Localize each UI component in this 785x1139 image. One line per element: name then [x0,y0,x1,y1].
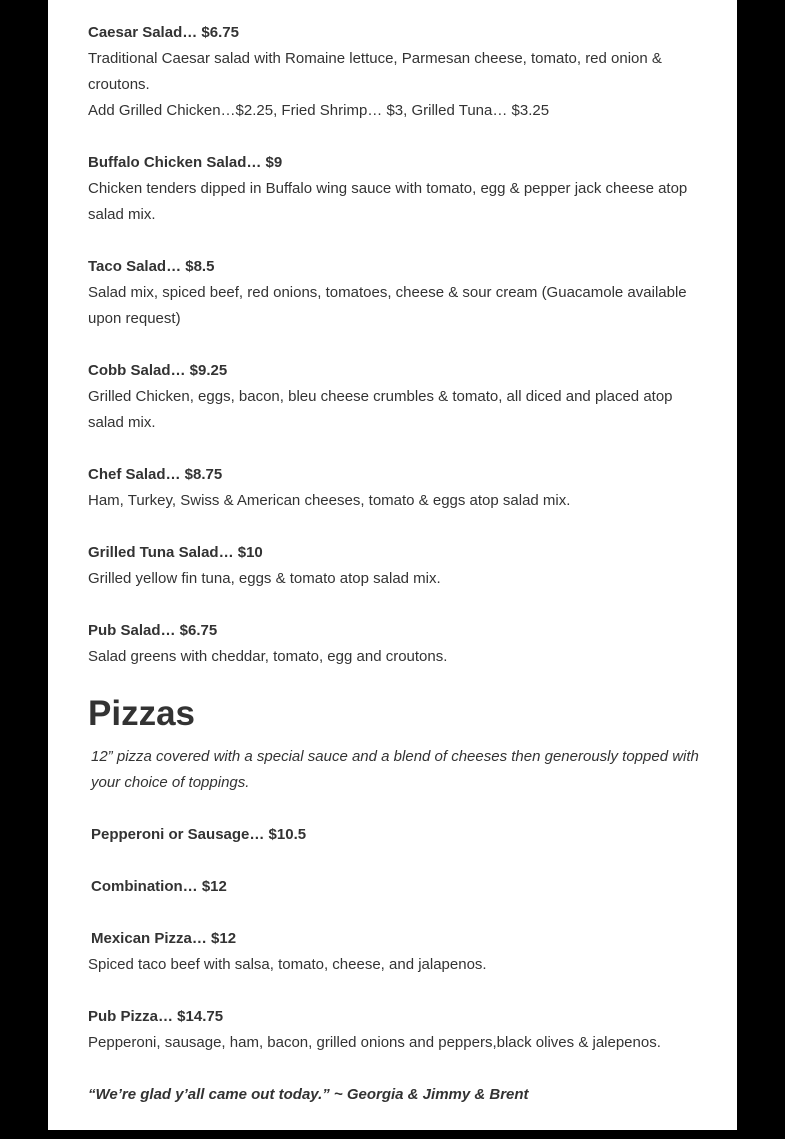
item-name: Mexican Pizza… $12 [91,930,237,947]
menu-item [88,254,700,332]
item-name: Grilled Tuna Salad… $10 [88,544,263,561]
item-name: Cobb Salad… $9.25 [88,362,228,379]
item-description: Salad greens with cheddar, tomato, egg and croutons. [88,648,448,665]
item-description: Grilled Chicken, eggs, bacon, bleu cheese crumbles & tomato, all diced and placed atop salad mix. [88,388,673,431]
menu-item [88,358,700,436]
menu-item [88,618,700,670]
item-name: Pub Pizza… $14.75 [88,1008,224,1025]
menu-content [88,20,700,1108]
item-name: Combination… $12 [91,878,227,895]
item-name: Pepperoni or Sausage… $10.5 [91,826,307,843]
item-description: Salad mix, spiced beef, red onions, tomatoes, cheese & sour cream (Guacamole available upon request) [88,284,687,327]
menu-item [88,20,700,124]
item-addons: Add Grilled Chicken…$2.25, Fried Shrimp… $3, Grilled Tuna… $3.25 [88,102,550,119]
item-name: Caesar Salad… $6.75 [88,24,239,41]
section-intro: 12” pizza covered with a special sauce and a blend of cheeses then generously topped with your choice of toppings. [91,748,699,791]
item-name: Taco Salad… $8.5 [88,258,215,275]
menu-item [88,874,700,900]
menu-item [88,540,700,592]
item-name: Buffalo Chicken Salad… $9 [88,154,283,171]
menu-item [88,1004,700,1056]
item-description: Grilled yellow fin tuna, eggs & tomato atop salad mix. [88,570,441,587]
menu-item [88,462,700,514]
menu-page [48,0,737,1130]
item-description: Traditional Caesar salad with Romaine lettuce, Parmesan cheese, tomato, red onion & croutons. [88,50,662,93]
item-description: Ham, Turkey, Swiss & American cheeses, tomato & eggs atop salad mix. [88,492,571,509]
item-description: Spiced taco beef with salsa, tomato, cheese, and jalapenos. [88,956,487,973]
item-description: Pepperoni, sausage, ham, bacon, grilled onions and peppers,black olives & jalepenos. [88,1034,661,1051]
item-description: Chicken tenders dipped in Buffalo wing sauce with tomato, egg & pepper jack cheese atop salad mix. [88,180,688,223]
item-name: Pub Salad… $6.75 [88,622,218,639]
section-title-pizzas: Pizzas [88,694,195,733]
menu-item [88,926,700,978]
menu-item [88,822,700,848]
item-name: Chef Salad… $8.75 [88,466,223,483]
menu-item [88,150,700,228]
closing-quote: “We’re glad y’all came out today.” ~ Georgia & Jimmy & Brent [88,1086,529,1103]
